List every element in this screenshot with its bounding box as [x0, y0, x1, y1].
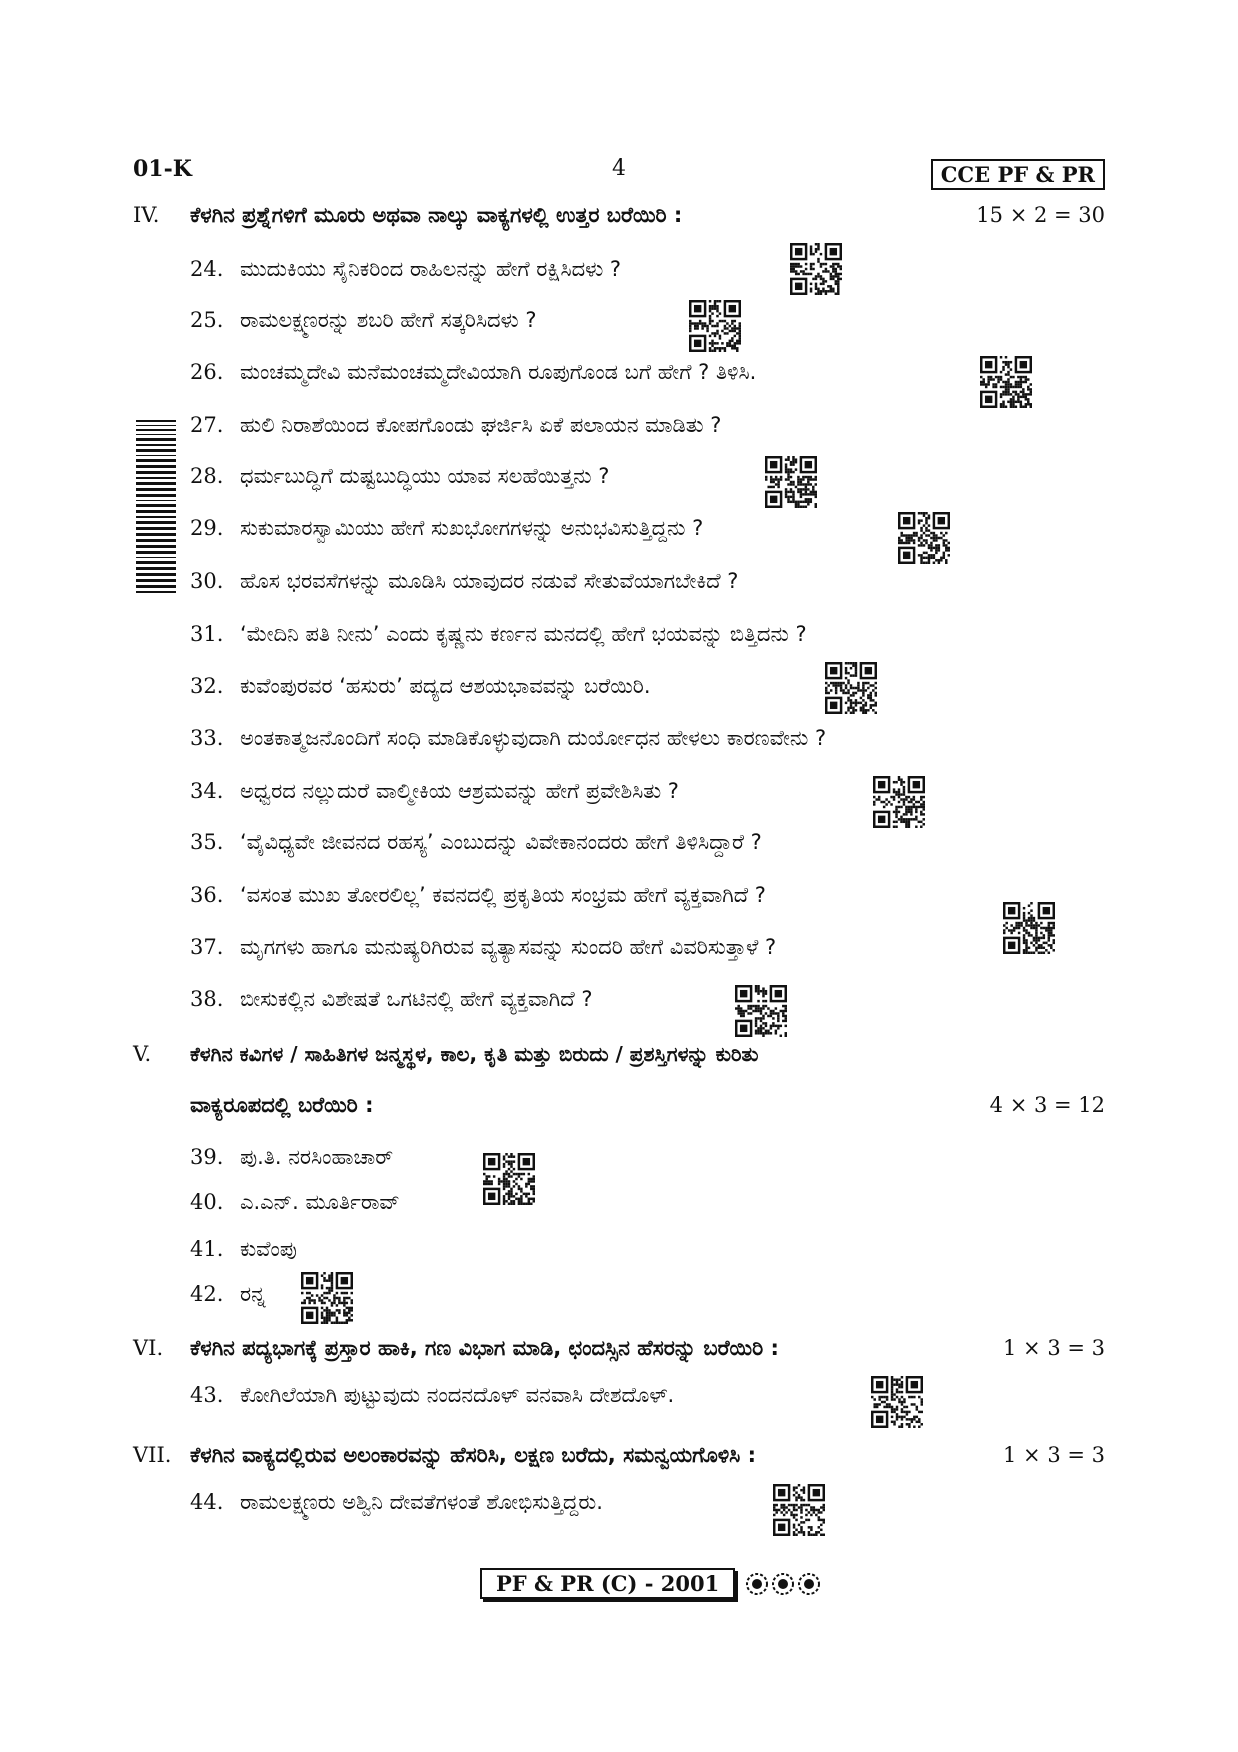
question-item — [190, 622, 807, 647]
question-text: ರಾಮಲಕ್ಷ್ಮಣರನ್ನು ಶಬರಿ ಹೇಗೆ ಸತ್ಕರಿಸಿದಳು ? — [240, 308, 537, 332]
question-text: ‘ವೈವಿಧ್ಯವೇ ಜೀವನದ ರಹಸ್ಯ’ ಎಂಬುದನ್ನು ವಿವೇಕಾನಂದರು ಹೇಗೆ ತಿಳಿಸಿದ್ದಾರೆ ? — [240, 830, 762, 854]
section-v-marks: 4 × 3 = 12 — [989, 1093, 1105, 1117]
qr-code — [689, 300, 741, 352]
question-number: 34. — [190, 779, 224, 803]
section-vii-number: VII. — [133, 1443, 172, 1467]
seal-icon — [771, 1572, 795, 1596]
question-text: ಎ.ಎನ್. ಮೂರ್ತಿರಾವ್ — [240, 1190, 400, 1214]
seal-icon — [745, 1572, 769, 1596]
question-text: ‘ಮೇದಿನಿ ಪತಿ ನೀನು’ ಎಂದು ಕೃಷ್ಣನು ಕರ್ಣನ ಮನದಲ್ಲಿ ಹೇಗೆ ಭಯವನ್ನು ಬಿತ್ತಿದನು ? — [240, 622, 807, 646]
question-item — [190, 1490, 603, 1515]
section-vi-number: VI. — [133, 1336, 164, 1360]
question-item — [190, 413, 721, 438]
question-number: 29. — [190, 516, 224, 540]
question-item — [190, 935, 776, 960]
section-vi-instruction: ಕೆಳಗಿನ ಪದ್ಯಭಾಗಕ್ಕೆ ಪ್ರಸ್ತಾರ ಹಾಕಿ, ಗಣ ವಿಭಾಗ ಮಾಡಿ, ಛಂದಸ್ಸಿನ ಹೆಸರನ್ನು ಬರೆಯಿರಿ : — [190, 1336, 779, 1360]
question-item — [190, 360, 756, 385]
question-text: ಸುಕುಮಾರಸ್ವಾಮಿಯು ಹೇಗೆ ಸುಖಭೋಗಗಳನ್ನು ಅನುಭವಿಸುತ್ತಿದ್ದನು ? — [240, 516, 704, 540]
question-item — [190, 1282, 266, 1307]
question-item — [190, 257, 621, 282]
qr-code — [483, 1153, 535, 1205]
question-number: 40. — [190, 1190, 224, 1214]
section-v-instruction-cont: ವಾಕ್ಯರೂಪದಲ್ಲಿ ಬರೆಯಿರಿ : — [190, 1093, 374, 1117]
question-item — [190, 1237, 297, 1262]
question-number: 28. — [190, 464, 224, 488]
question-text: ‘ವಸಂತ ಮುಖ ತೋರಲಿಲ್ಲ’ ಕವನದಲ್ಲಿ ಪ್ರಕೃತಿಯ ಸಂಭ್ರಮ ಹೇಗೆ ವ್ಯಕ್ತವಾಗಿದೆ ? — [240, 883, 766, 907]
question-text: ಅಂತಕಾತ್ಮಜನೊಂದಿಗೆ ಸಂಧಿ ಮಾಡಿಕೊಳ್ಳುವುದಾಗಿ ದುರ್ಯೋಧನ ಹೇಳಲು ಕಾರಣವೇನು ? — [240, 726, 827, 750]
seal-icon — [797, 1572, 821, 1596]
qr-code — [898, 512, 950, 564]
section-vii-marks: 1 × 3 = 3 — [1003, 1443, 1105, 1467]
paper-code: 01-K — [133, 156, 192, 182]
question-item — [190, 674, 651, 699]
question-item — [190, 308, 537, 333]
question-item — [190, 1145, 393, 1170]
qr-code — [980, 356, 1032, 408]
question-text: ಹುಲಿ ನಿರಾಶೆಯಿಂದ ಕೋಪಗೊಂಡು ಘರ್ಜಿಸಿ ಏಕೆ ಪಲಾಯನ ಮಾಡಿತು ? — [240, 413, 722, 437]
question-number: 37. — [190, 935, 224, 959]
question-item — [190, 987, 593, 1012]
qr-code — [1003, 902, 1055, 954]
question-number: 41. — [190, 1237, 224, 1261]
qr-code — [301, 1272, 353, 1324]
question-text: ಧರ್ಮಬುದ್ಧಿಗೆ ದುಷ್ಟಬುದ್ಧಿಯು ಯಾವ ಸಲಹೆಯಿತ್ತನು ? — [240, 464, 610, 488]
question-item — [190, 1383, 674, 1408]
question-text: ಮೃಗಗಳು ಹಾಗೂ ಮನುಷ್ಯರಿಗಿರುವ ವ್ಯತ್ಯಾಸವನ್ನು ಸುಂದರಿ ಹೇಗೆ ವಿವರಿಸುತ್ತಾಳೆ ? — [240, 935, 777, 959]
question-text: ರಾಮಲಕ್ಷ್ಮಣರು ಅಶ್ವಿನಿ ದೇವತೆಗಳಂತೆ ಶೋಭಿಸುತ್ತಿದ್ದರು. — [240, 1490, 603, 1514]
question-text: ರನ್ನ — [240, 1282, 266, 1306]
section-v-number: V. — [133, 1042, 152, 1066]
question-item — [190, 464, 609, 489]
section-vi-marks: 1 × 3 = 3 — [1003, 1336, 1105, 1360]
question-item — [190, 779, 679, 804]
question-number: 35. — [190, 830, 224, 854]
question-number: 33. — [190, 726, 224, 750]
question-number: 26. — [190, 360, 224, 384]
section-iv-marks: 15 × 2 = 30 — [976, 203, 1105, 227]
question-number: 30. — [190, 569, 224, 593]
question-text: ಮುದುಕಿಯು ಸೈನಿಕರಿಂದ ರಾಹಿಲನನ್ನು ಹೇಗೆ ರಕ್ಷಿಸಿದಳು ? — [240, 257, 622, 281]
qr-code — [873, 776, 925, 828]
question-number: 36. — [190, 883, 224, 907]
qr-code — [735, 985, 787, 1037]
question-number: 24. — [190, 257, 224, 281]
question-text: ಪು.ತಿ. ನರಸಿಂಹಾಚಾರ್ — [240, 1145, 394, 1169]
question-number: 32. — [190, 674, 224, 698]
qr-code — [825, 662, 877, 714]
question-item — [190, 726, 826, 751]
question-text: ಹೊಸ ಭರವಸೆಗಳನ್ನು ಮೂಡಿಸಿ ಯಾವುದರ ನಡುವೆ ಸೇತುವೆಯಾಗಬೇಕಿದೆ ? — [240, 569, 739, 593]
section-iv-instruction: ಕೆಳಗಿನ ಪ್ರಶ್ನೆಗಳಿಗೆ ಮೂರು ಅಥವಾ ನಾಲ್ಕು ವಾಕ್ಯಗಳಲ್ಲಿ ಉತ್ತರ ಬರೆಯಿರಿ : — [190, 203, 683, 227]
question-number: 39. — [190, 1145, 224, 1169]
question-item — [190, 830, 762, 855]
section-iv-number: IV. — [133, 203, 160, 227]
qr-code — [765, 456, 817, 508]
qr-code — [871, 1376, 923, 1428]
side-barcode — [136, 420, 176, 608]
question-text: ಅಧ್ವರದ ನಲ್ಲುದುರೆ ವಾಲ್ಮೀಕಿಯ ಆಶ್ರಮವನ್ನು ಹೇಗೆ ಪ್ರವೇಶಿಸಿತು ? — [240, 779, 679, 803]
page-number: 4 — [612, 156, 626, 181]
section-v-instruction: ಕೆಳಗಿನ ಕವಿಗಳ / ಸಾಹಿತಿಗಳ ಜನ್ಮಸ್ಥಳ, ಕಾಲ, ಕೃತಿ ಮತ್ತು ಬಿರುದು / ಪ್ರಶಸ್ತಿಗಳನ್ನು ಕುರಿತು — [190, 1042, 759, 1066]
question-text: ಕುವೆಂಪುರವರ ‘ಹಸುರು’ ಪದ್ಯದ ಆಶಯಭಾವವನ್ನು ಬರೆಯಿರಿ. — [240, 674, 651, 698]
qr-code — [773, 1484, 825, 1536]
question-text: ಕೋಗಿಲೆಯಾಗಿ ಪುಟ್ಟುವುದು ನಂದನದೊಳ್ ವನವಾಸಿ ದೇಶದೊಳ್. — [240, 1383, 675, 1407]
question-item — [190, 1190, 400, 1215]
question-text: ಕುವೆಂಪು — [240, 1237, 297, 1261]
question-item — [190, 883, 766, 908]
question-number: 38. — [190, 987, 224, 1011]
question-item — [190, 569, 738, 594]
qr-code — [790, 243, 842, 295]
question-text: ಮಂಚಮ್ಮದೇವಿ ಮನೆಮಂಚಮ್ಮದೇವಿಯಾಗಿ ರೂಪುಗೊಂಡ ಬಗೆ ಹೇಗೆ ? ತಿಳಿಸಿ. — [240, 360, 757, 384]
question-number: 43. — [190, 1383, 224, 1407]
question-number: 27. — [190, 413, 224, 437]
question-number: 25. — [190, 308, 224, 332]
question-number: 31. — [190, 622, 224, 646]
section-vii-instruction: ಕೆಳಗಿನ ವಾಕ್ಯದಲ್ಲಿರುವ ಅಲಂಕಾರವನ್ನು ಹೆಸರಿಸಿ, ಲಕ್ಷಣ ಬರೆದು, ಸಮನ್ವಯಗೊಳಿಸಿ : — [190, 1443, 757, 1467]
question-number: 44. — [190, 1490, 224, 1514]
question-text: ಬೀಸುಕಲ್ಲಿನ ವಿಶೇಷತೆ ಒಗಟಿನಲ್ಲಿ ಹೇಗೆ ವ್ಯಕ್ತವಾಗಿದೆ ? — [240, 987, 593, 1011]
question-number: 42. — [190, 1282, 224, 1306]
question-item — [190, 516, 703, 541]
paper-box-label: CCE PF & PR — [931, 159, 1105, 190]
footer-paper-code: PF & PR (C) - 2001 — [480, 1568, 735, 1599]
